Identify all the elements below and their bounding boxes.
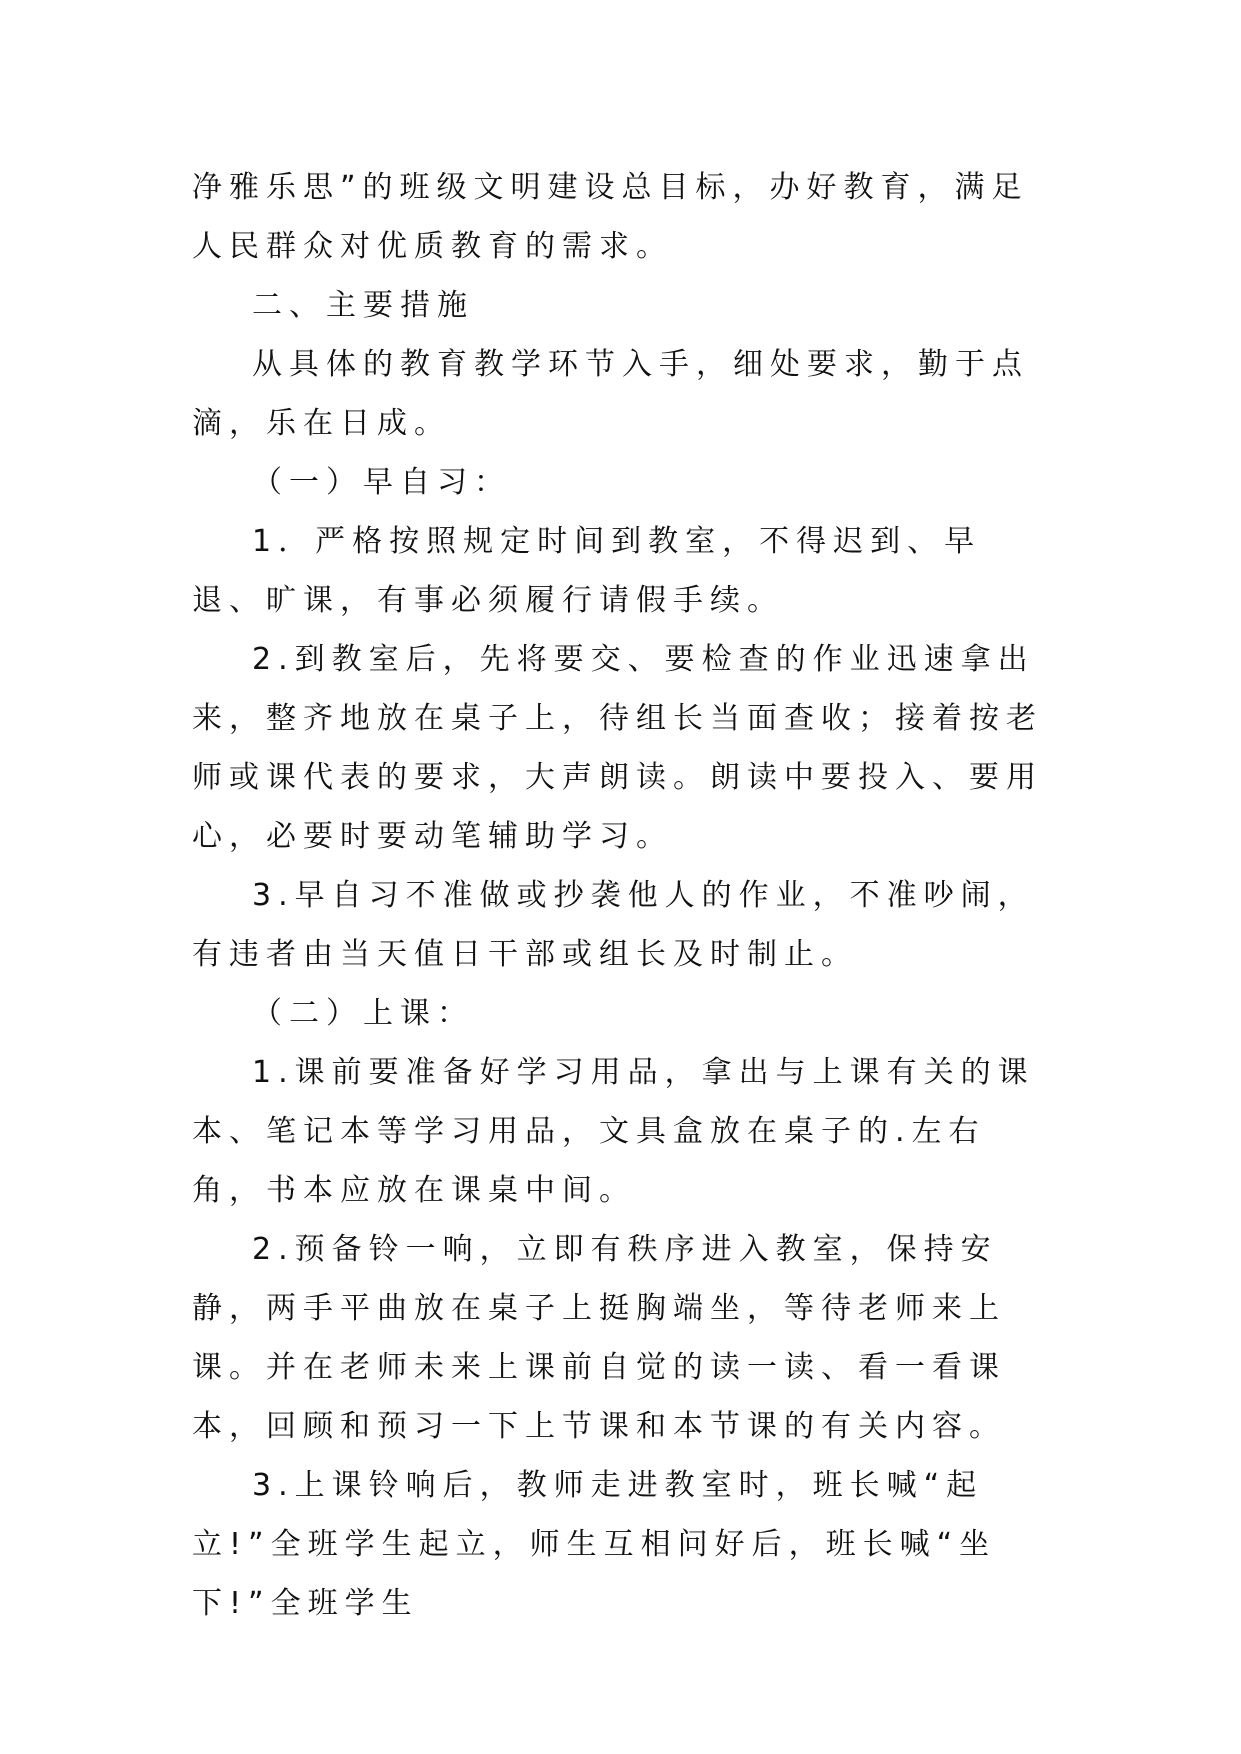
paragraph-measures-intro: 从具体的教育教学环节入手，细处要求，勤于点滴，乐在日成。 [192,347,1029,441]
section-heading-main-measures: 二、主要措施 [252,288,474,323]
subheading-class: （二）上课： [252,996,474,1031]
paragraph-goal-continuation: 净雅乐思”的班级文明建设总目标，办好教育，满足人民群众对优质教育的需求。 [192,170,1029,264]
subheading-morning-study: （一）早自习： [252,465,511,500]
paragraph-class-rule-1: 1.课前要准备好学习用品，拿出与上课有关的课本、笔记本等学习用品，文具盒放在桌子的.左右角，书本应放在课桌中间。 [192,1055,1035,1208]
paragraph-morning-rule-2: 2.到教室后，先将要交、要检查的作业迅速拿出来，整齐地放在桌子上，待组长当面查收；接着按老师或课代表的要求，大声朗读。朗读中要投入、要用心，必要时要动笔辅助学习。 [192,642,1043,854]
paragraph-class-rule-3: 3.上课铃响后，教师走进教室时，班长喊“起立!”全班学生起立，师生互相问好后，班长喊“坐下!”全班学生 [192,1468,997,1621]
paragraph-morning-rule-1: 1．严格按照规定时间到教室，不得迟到、早退、旷课，有事必须履行请假手续。 [192,524,982,618]
document-body [192,158,1050,1633]
paragraph-class-rule-2: 2.预备铃一响，立即有秩序进入教室，保持安静，两手平曲放在桌子上挺胸端坐，等待老师来上课。并在老师未来上课前自觉的读一读、看一看课本，回顾和预习一下上节课和本节课的有关内容。 [192,1232,1006,1444]
paragraph-morning-rule-3: 3.早自习不准做或抄袭他人的作业，不准吵闹，有违者由当天值日干部或组长及时制止。 [192,878,1035,972]
